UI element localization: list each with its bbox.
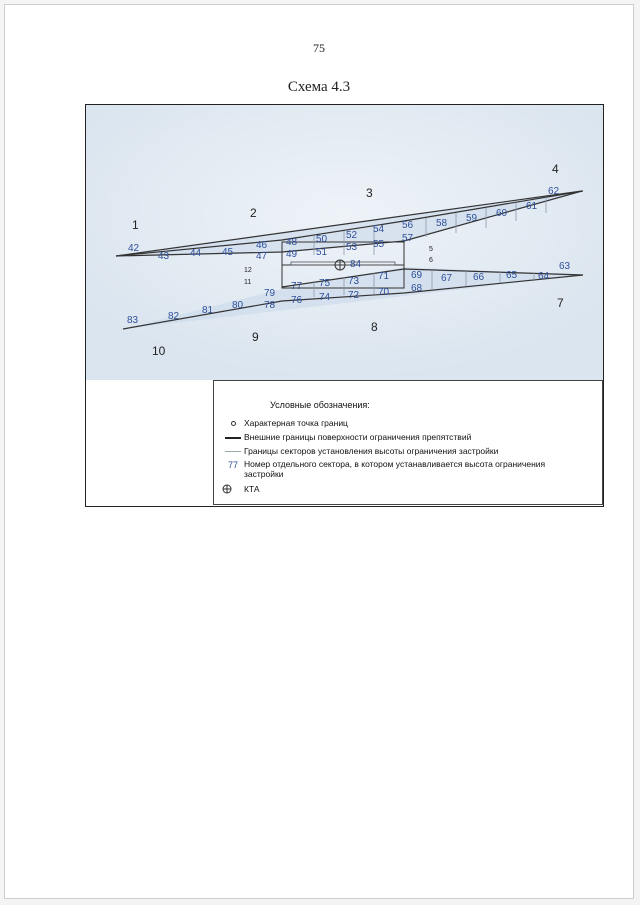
sector-number: 43 [158, 251, 170, 262]
sector-number: 78 [264, 300, 276, 311]
page-number: 75 [313, 41, 325, 55]
sector-number: 70 [378, 287, 390, 298]
sector-number: 45 [222, 247, 234, 258]
sector-number: 79 [264, 288, 276, 299]
legend-title: Условные обозначения: [270, 400, 370, 410]
point-label: 10 [152, 344, 166, 358]
sector-number: 61 [526, 201, 538, 212]
legend-item-text: Внешние границы поверхности ограничения препятствий [244, 432, 472, 442]
thick-line-icon [222, 432, 244, 443]
legend-item-kta [222, 484, 260, 495]
sector-number: 74 [319, 292, 331, 303]
sector-number: 46 [256, 240, 268, 251]
legend-item-text: КТА [244, 484, 260, 494]
sector-number: 50 [316, 234, 328, 245]
point-label: 9 [252, 330, 259, 344]
crosshair-icon [222, 484, 244, 495]
point-label: 11 [244, 279, 252, 286]
sector-number: 64 [538, 271, 550, 282]
point-label: 5 [429, 246, 433, 253]
document-page [4, 4, 634, 899]
sector-number: 42 [128, 243, 140, 254]
sector-number: 75 [319, 278, 331, 289]
sector-number-symbol: 77 [227, 459, 238, 470]
sector-number: 60 [496, 208, 508, 219]
sector-number: 82 [168, 311, 180, 322]
sector-number: 69 [411, 270, 423, 281]
point-label: 1 [132, 218, 139, 232]
sector-number: 47 [256, 251, 268, 262]
legend-item-text: Границы секторов установления высоты ограничения застройки [244, 446, 499, 456]
sector-number: 58 [436, 218, 448, 229]
thin-line-icon [222, 446, 244, 457]
sector-number: 84 [350, 259, 362, 270]
point-label: 12 [244, 267, 252, 274]
sector-number: 57 [402, 233, 414, 244]
legend-item-outer-boundary [222, 432, 471, 443]
point-symbol-icon [222, 418, 244, 429]
point-label: 8 [371, 320, 378, 334]
sector-number: 53 [346, 242, 358, 253]
sector-number: 66 [473, 272, 485, 283]
sector-number: 54 [373, 224, 385, 235]
legend [213, 380, 603, 505]
sector-number: 63 [559, 261, 571, 272]
sector-number: 56 [402, 220, 414, 231]
point-label: 2 [250, 206, 257, 220]
sector-number: 59 [466, 213, 478, 224]
sector-number: 52 [346, 230, 358, 241]
sector-number: 49 [286, 249, 298, 260]
scheme-map [85, 104, 604, 507]
sector-number: 55 [373, 239, 385, 250]
sector-number: 65 [506, 270, 518, 281]
legend-item-sector-number [222, 459, 584, 479]
sector-number: 51 [316, 247, 328, 258]
point-label: 3 [366, 186, 373, 200]
sector-number: 48 [286, 237, 298, 248]
sector-number: 71 [378, 271, 390, 282]
legend-item-text: Номер отдельного сектора, в котором устанавливается высота ограничения застройки [244, 459, 546, 479]
sector-number: 72 [348, 290, 360, 301]
legend-item-text: Характерная точка границ [244, 418, 348, 428]
scheme-title: Схема 4.3 [287, 79, 351, 95]
sector-number: 83 [127, 315, 139, 326]
point-label: 7 [557, 296, 564, 310]
sector-number: 76 [291, 295, 303, 306]
point-label: 6 [429, 257, 433, 264]
sector-number: 62 [548, 186, 560, 197]
sector-number: 73 [348, 276, 360, 287]
sector-number: 77 [291, 281, 303, 292]
legend-item-sector-boundary [222, 446, 498, 457]
point-label: 4 [552, 162, 559, 176]
sector-number: 67 [441, 273, 453, 284]
kta-crosshair-icon [335, 260, 345, 270]
legend-item-point [222, 418, 348, 429]
sector-number: 44 [190, 248, 202, 259]
sector-number: 68 [411, 283, 423, 294]
sector-number: 81 [202, 305, 214, 316]
sector-number: 80 [232, 300, 244, 311]
